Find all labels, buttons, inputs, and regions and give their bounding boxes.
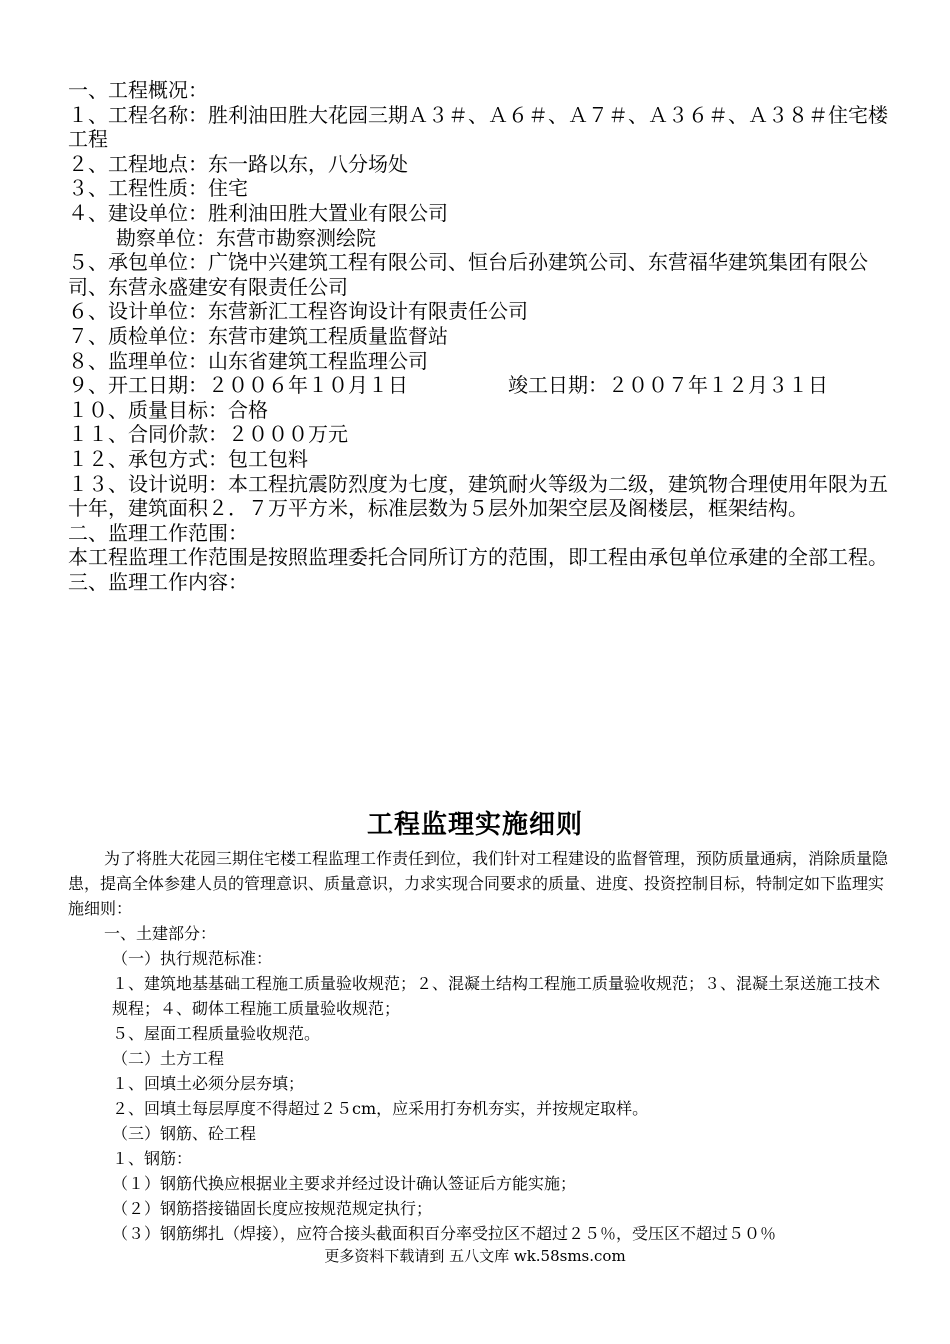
overview-line: １、工程名称：胜利油田胜大花园三期Ａ３＃、Ａ６＃、Ａ７＃、Ａ３６＃、Ａ３８＃住宅楼工程 bbox=[68, 102, 888, 152]
overview-line: １３、设计说明：本工程抗震防烈度为七度，建筑耐火等级为二级，建筑物合理使用年限为五十年，建筑面积２．７万平方米，标准层数为５层外加架空层及阁楼层，框架结构。 bbox=[68, 471, 888, 521]
implementation-rules bbox=[68, 846, 890, 1246]
rules-line: １、钢筋： bbox=[112, 1149, 193, 1168]
project-overview bbox=[68, 78, 898, 594]
overview-line: ７、质检单位：东营市建筑工程质量监督站 bbox=[68, 323, 448, 348]
overview-line: ５、承包单位：广饶中兴建筑工程有限公司、恒台后孙建筑公司、东营福华建筑集团有限公司、东营永盛建安有限责任公司 bbox=[68, 250, 868, 299]
rules-line: （一）执行规范标准： bbox=[112, 949, 273, 968]
overview-line: ２、工程地点：东一路以东，八分场处 bbox=[68, 151, 408, 176]
scope-heading: 二、监理工作范围： bbox=[68, 520, 248, 545]
rules-heading: 一、土建部分： bbox=[104, 924, 217, 943]
rules-line: （二）土方工程 bbox=[112, 1049, 225, 1068]
document-title: 工程监理实施细则 bbox=[366, 810, 583, 840]
overview-heading: 一、工程概况： bbox=[68, 78, 208, 102]
rules-line: １、建筑地基基础工程施工质量验收规范；２、混凝土结构工程施工质量验收规范；３、混凝土泵送施工技术规程；４、砌体工程施工质量验收规范； bbox=[112, 974, 881, 1018]
rules-line: １、回填土必须分层夯填； bbox=[112, 1074, 305, 1093]
rules-line: ２、回填土每层厚度不得超过２５cm，应采用打夯机夯实，并按规定取样。 bbox=[112, 1099, 649, 1118]
rules-line: （１）钢筋代换应根据业主要求并经过设计确认签证后方能实施； bbox=[112, 1174, 577, 1193]
rules-line: （３）钢筋绑扎（焊接），应符合接头截面积百分率受拉区不超过２５％，受压区不超过５０％ bbox=[112, 1224, 777, 1243]
scope-text: 本工程监理工作范围是按照监理委托合同所订方的范围，即工程由承包单位承建的全部工程。 bbox=[68, 545, 888, 570]
overview-line: ６、设计单位：东营新汇工程咨询设计有限责任公司 bbox=[68, 299, 528, 324]
overview-line: １０、质量目标：合格 bbox=[68, 397, 268, 422]
overview-line: ９、开工日期：２００６年１０月１日 竣工日期：２００７年１２月３１日 bbox=[68, 373, 828, 398]
overview-line: １１、合同价款：２０００万元 bbox=[68, 422, 348, 447]
overview-line: 勘察单位：东营市勘察测绘院 bbox=[116, 225, 376, 250]
rules-line: （三）钢筋、砼工程 bbox=[112, 1124, 257, 1143]
intro-paragraph: 为了将胜大花园三期住宅楼工程监理工作责任到位，我们针对工程建设的监督管理，预防质量通病，消除质量隐患，提高全体参建人员的管理意识、质量意识，力求实现合同要求的质量、进度、投资控制目标，特制定如下监理实施细则： bbox=[68, 849, 889, 918]
content-heading: 三、监理工作内容： bbox=[68, 569, 248, 594]
rules-line: （２）钢筋搭接锚固长度应按规范规定执行； bbox=[112, 1199, 433, 1218]
rules-line: ５、屋面工程质量验收规范。 bbox=[112, 1024, 321, 1043]
overview-line: ３、工程性质：住宅 bbox=[68, 176, 248, 201]
overview-line: １２、承包方式：包工包料 bbox=[68, 446, 308, 471]
overview-line: ４、建设单位：胜利油田胜大置业有限公司 bbox=[68, 200, 448, 225]
overview-line: ８、监理单位：山东省建筑工程监理公司 bbox=[68, 348, 428, 373]
footer-note: 更多资料下载请到 五八文库 wk.58sms.com bbox=[324, 1247, 626, 1265]
